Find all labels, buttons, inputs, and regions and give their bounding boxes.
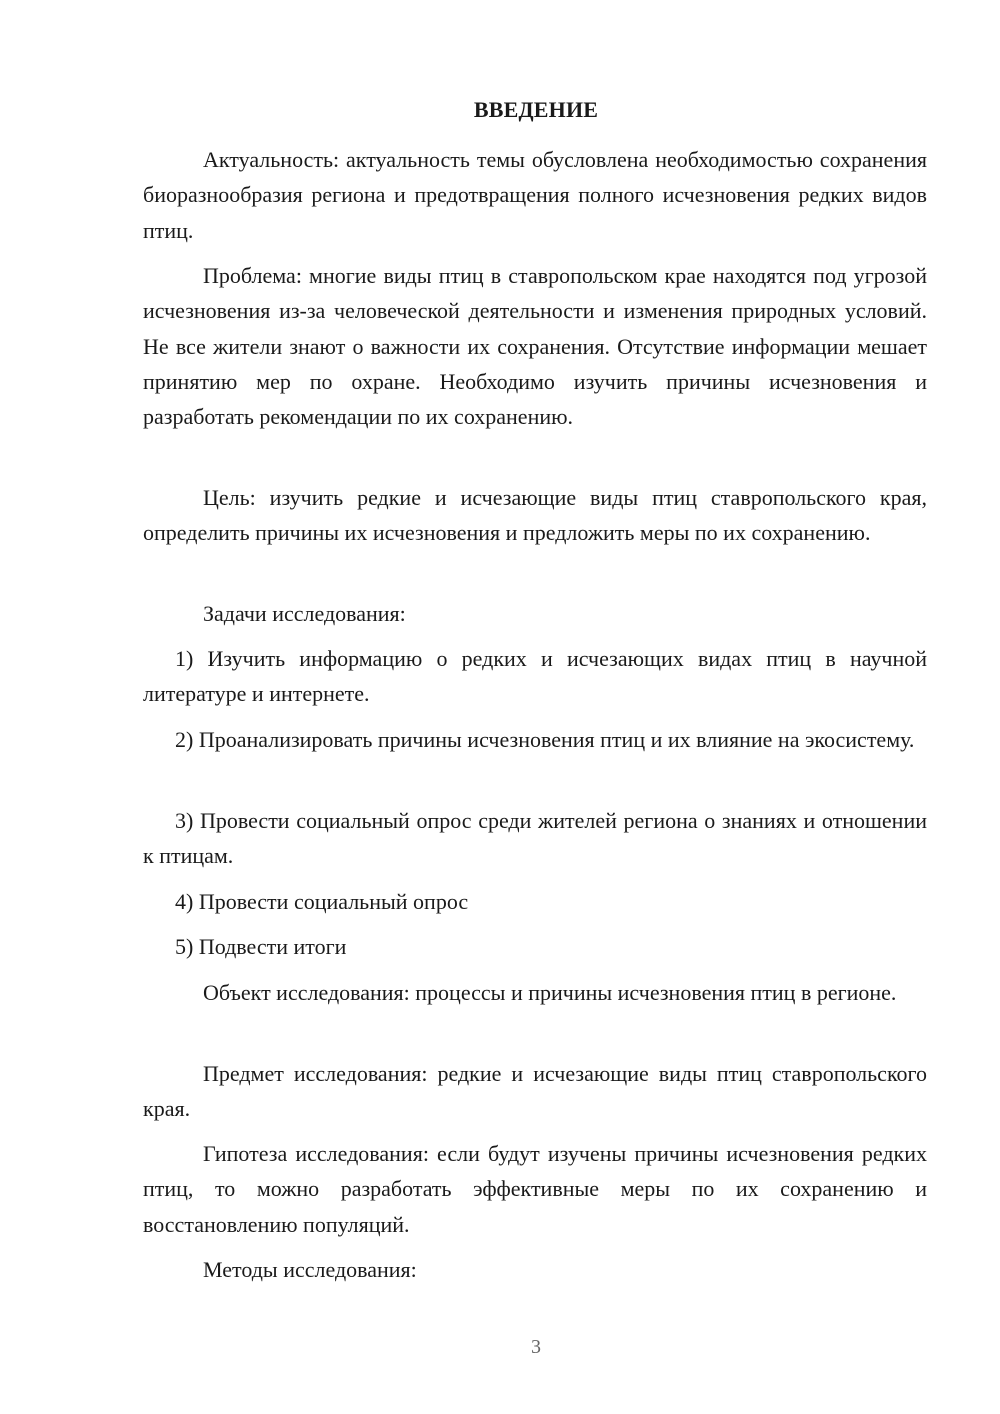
task-item: 5) Подвести итоги (175, 934, 347, 959)
task-item: 3) Провести социальный опрос среди жителей региона о знаниях и отношении к птицам. (143, 808, 927, 869)
task-item: 2) Проанализировать причины исчезновения птиц и их влияние на экосистему. (175, 727, 915, 752)
paragraph-methods-title: Методы исследования: (203, 1257, 417, 1282)
page-number: 3 (531, 1336, 541, 1358)
paragraph-relevance: Актуальность: актуальность темы обусловлена необходимостью сохранения биоразнообразия региона и предотвращения полного исчезновения редких видов птиц. (143, 147, 927, 243)
task-item: 1) Изучить информацию о редких и исчезающих видах птиц в научной литературе и интернете. (143, 646, 927, 707)
task-item: 4) Провести социальный опрос (175, 889, 469, 914)
paragraph-object: Объект исследования: процессы и причины исчезновения птиц в регионе. (203, 980, 897, 1005)
paragraph-subject: Предмет исследования: редкие и исчезающие виды птиц ставропольского края. (143, 1061, 927, 1122)
paragraph-tasks-title: Задачи исследования: (203, 601, 406, 626)
paragraph-goal: Цель: изучить редкие и исчезающие виды птиц ставропольского края, определить причины их исчезновения и предложить меры по их сохранению. (143, 485, 927, 546)
paragraph-hypothesis: Гипотеза исследования: если будут изучены причины исчезновения редких птиц, то можно разработать эффективные меры по их сохранению и восстановлению популяций. (143, 1141, 927, 1237)
page-title: ВВЕДЕНИЕ (473, 97, 599, 122)
paragraph-problem: Проблема: многие виды птиц в ставропольском крае находятся под угрозой исчезновения из-за человеческой деятельности и изменения природных условий. Не все жители знают о важности их сохранения. Отсутствие информации мешает принятию мер по охране. Необходимо изучить причины исчезновения и разработать рекомендации по их сохранению. (143, 263, 927, 430)
